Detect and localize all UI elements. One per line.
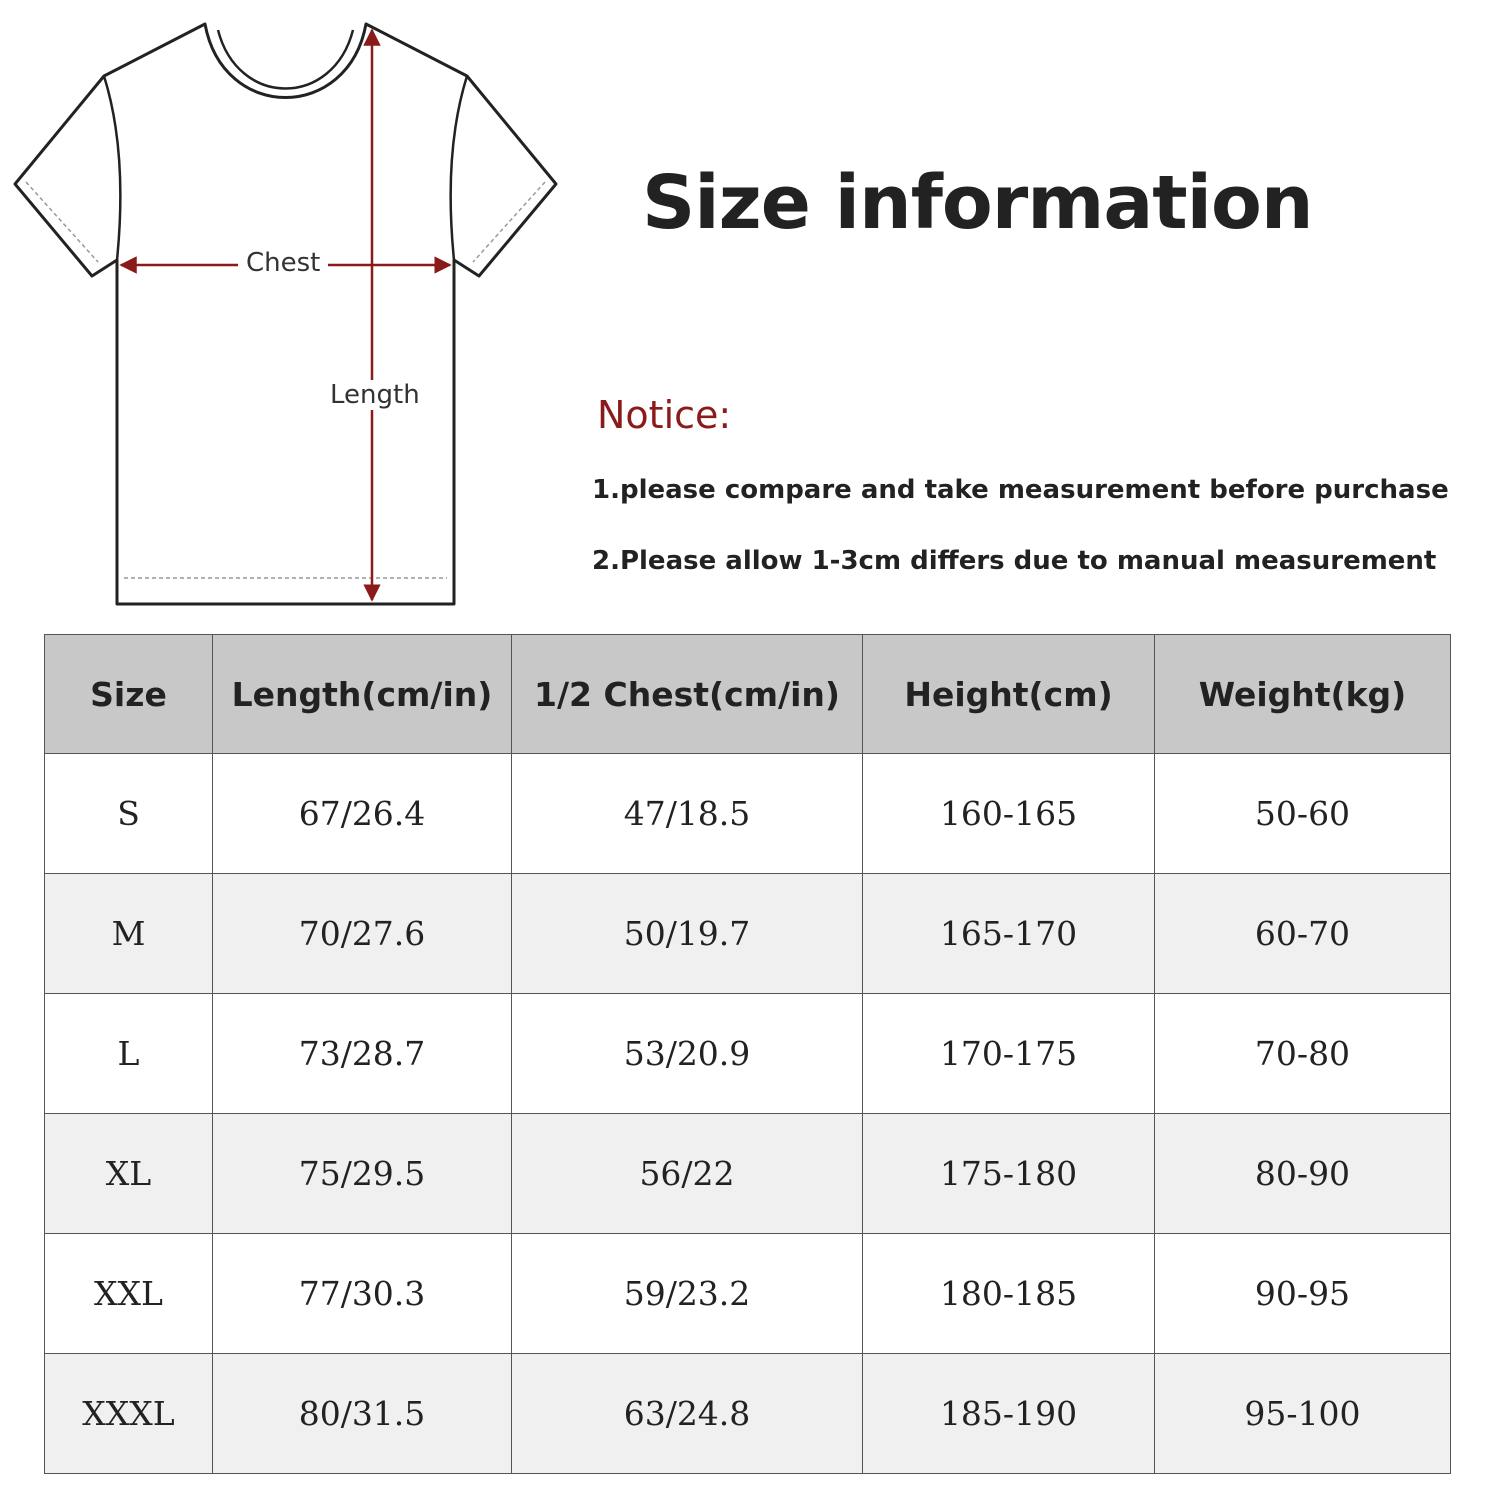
tshirt-outline-icon (0, 0, 600, 620)
table-row (45, 994, 1451, 1114)
cell-chest: 63/24.8 (512, 1354, 863, 1474)
cell-chest: 50/19.7 (512, 874, 863, 994)
cell-size: M (45, 874, 213, 994)
cell-weight: 60-70 (1155, 874, 1451, 994)
cell-size: XXXL (45, 1354, 213, 1474)
page-title: Size information (642, 160, 1313, 246)
tshirt-diagram (0, 0, 600, 620)
size-table (44, 634, 1451, 1474)
cell-height: 165-170 (863, 874, 1155, 994)
cell-length: 75/29.5 (213, 1114, 512, 1234)
header-size: Size (45, 635, 213, 754)
notice-line-2: 2.Please allow 1-3cm differs due to manual measurement (592, 546, 1437, 576)
cell-weight: 90-95 (1155, 1234, 1451, 1354)
table-row (45, 874, 1451, 994)
cell-height: 175-180 (863, 1114, 1155, 1234)
cell-size: S (45, 754, 213, 874)
cell-size: XL (45, 1114, 213, 1234)
table-row (45, 754, 1451, 874)
header-length: Length(cm/in) (213, 635, 512, 754)
header-weight: Weight(kg) (1155, 635, 1451, 754)
cell-chest: 59/23.2 (512, 1234, 863, 1354)
cell-weight: 80-90 (1155, 1114, 1451, 1234)
notice-title: Notice: (597, 393, 732, 437)
cell-length: 73/28.7 (213, 994, 512, 1114)
cell-chest: 56/22 (512, 1114, 863, 1234)
cell-weight: 95-100 (1155, 1354, 1451, 1474)
table-header-row (45, 635, 1451, 754)
cell-weight: 70-80 (1155, 994, 1451, 1114)
table-row (45, 1114, 1451, 1234)
notice-line-1: 1.please compare and take measurement before purchase (592, 475, 1449, 505)
table-row (45, 1234, 1451, 1354)
cell-length: 77/30.3 (213, 1234, 512, 1354)
chest-label: Chest (238, 248, 328, 278)
cell-height: 170-175 (863, 994, 1155, 1114)
header-height: Height(cm) (863, 635, 1155, 754)
table-row (45, 1354, 1451, 1474)
header-chest: 1/2 Chest(cm/in) (512, 635, 863, 754)
cell-chest: 53/20.9 (512, 994, 863, 1114)
cell-height: 160-165 (863, 754, 1155, 874)
cell-size: XXL (45, 1234, 213, 1354)
cell-chest: 47/18.5 (512, 754, 863, 874)
cell-height: 185-190 (863, 1354, 1155, 1474)
cell-length: 70/27.6 (213, 874, 512, 994)
cell-weight: 50-60 (1155, 754, 1451, 874)
cell-length: 67/26.4 (213, 754, 512, 874)
cell-length: 80/31.5 (213, 1354, 512, 1474)
length-label: Length (322, 380, 428, 410)
cell-size: L (45, 994, 213, 1114)
cell-height: 180-185 (863, 1234, 1155, 1354)
